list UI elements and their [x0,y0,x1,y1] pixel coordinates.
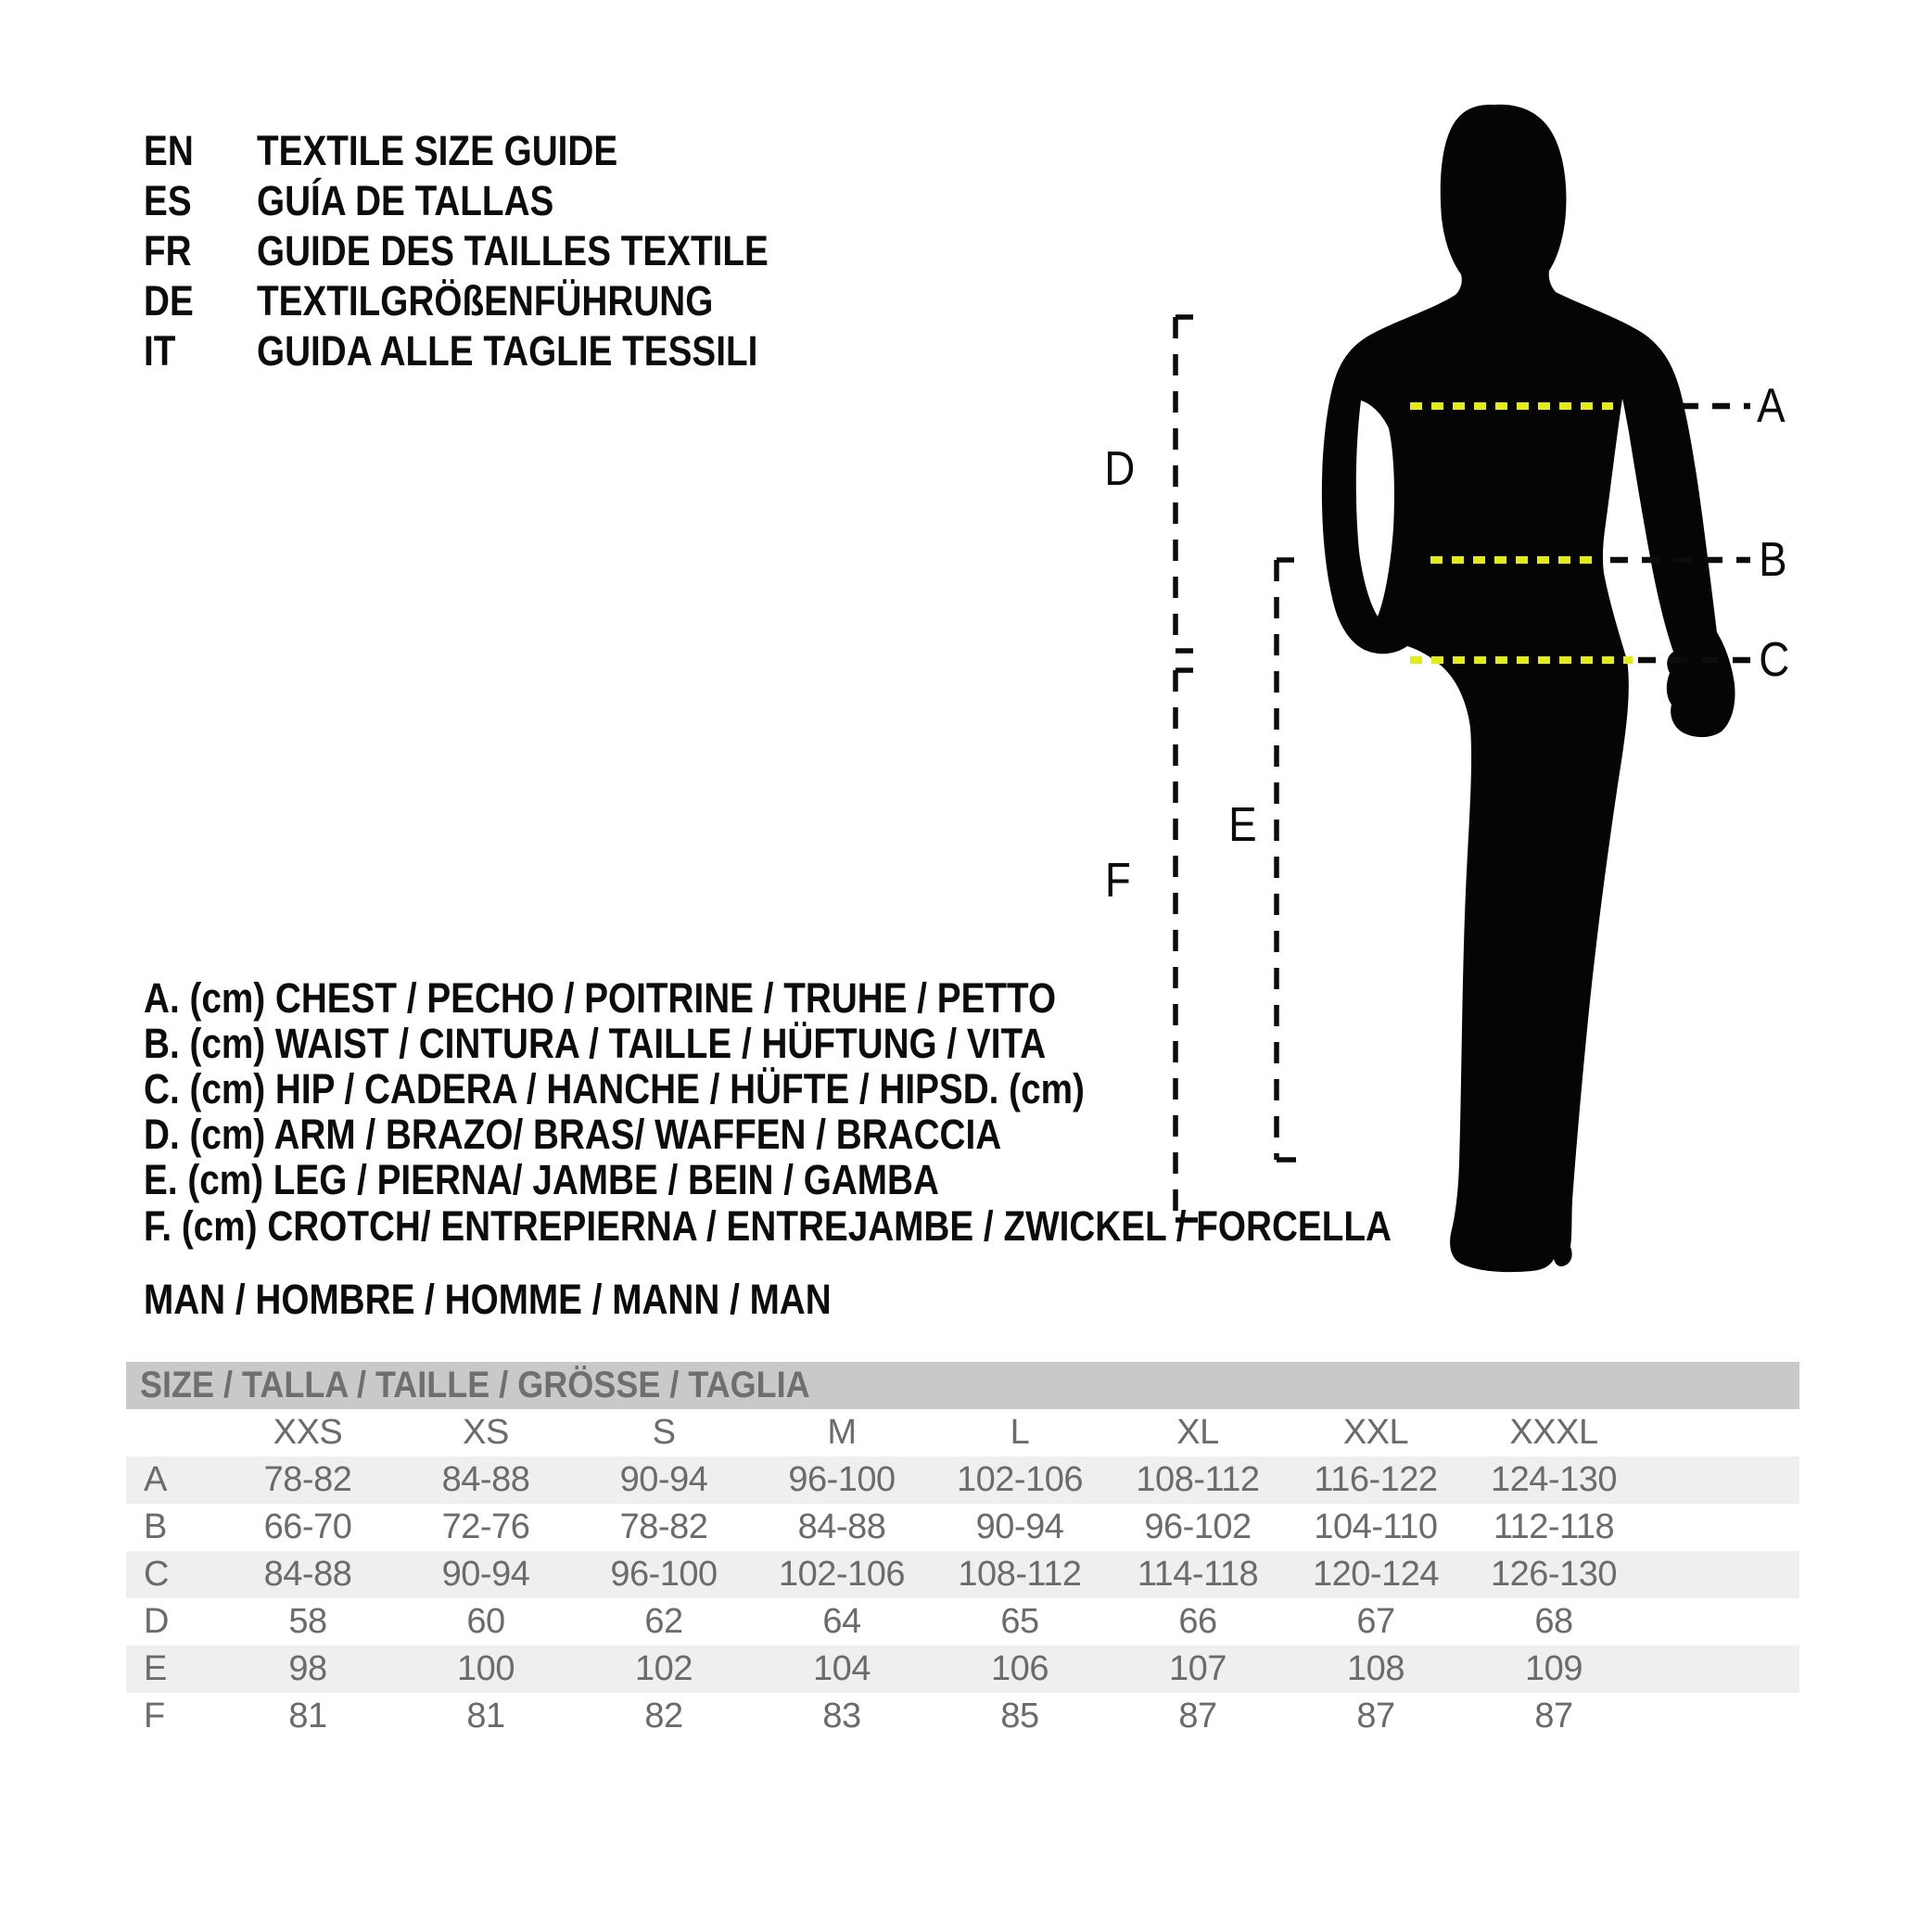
size-cell: 81 [288,1697,327,1735]
size-cell [1643,1598,1799,1646]
row-label: B [144,1507,167,1546]
size-cell: 108-112 [1136,1460,1260,1499]
size-col-header: M [827,1413,857,1452]
man-silhouette [1322,105,1735,1272]
marker-leg: E [1227,798,1257,852]
size-col-header: XS [463,1413,509,1452]
legend-leg: E. (cm) LEG / PIERNA/ JAMBE / BEIN / GAMBA [144,1156,939,1203]
size-cell: 72-76 [441,1507,530,1546]
size-cell: 64 [822,1602,861,1641]
size-cell: 67 [1356,1602,1395,1641]
category-line: MAN / HOMBRE / HOMME / MANN / MAN [144,1276,832,1323]
size-cell: 84-88 [441,1460,530,1499]
size-cell: 60 [466,1602,505,1641]
size-cell: 58 [288,1602,327,1641]
size-cell: 109 [1525,1649,1582,1688]
language-title: GUIDA ALLE TAGLIE TESSILI [257,327,758,375]
legend-crotch: F. (cm) CROTCH/ ENTREPIERNA / ENTREJAMBE / ZWICKEL / FORCELLA [144,1202,1392,1250]
legend-arm: D. (cm) ARM / BRAZO/ BRAS/ WAFFEN / BRACCIA [144,1111,1002,1158]
language-code: ES [144,177,192,224]
size-cell [1643,1504,1799,1551]
row-label: C [144,1555,169,1594]
table-row [126,1456,1799,1504]
size-col-header: L [1010,1413,1030,1452]
table-row [126,1646,1799,1693]
size-cell: 96-100 [788,1460,896,1499]
size-cell: 96-102 [1144,1507,1252,1546]
language-title: TEXTILE SIZE GUIDE [257,127,618,174]
marker-hip: C [1759,633,1790,687]
language-title: TEXTILGRÖßENFÜHRUNG [257,277,714,324]
size-cell: 66 [1178,1602,1217,1641]
table-row [126,1551,1799,1598]
size-cell [126,1409,219,1456]
size-cell: 108-112 [958,1555,1082,1594]
size-cell: 98 [288,1649,327,1688]
size-cell: 82 [644,1697,683,1735]
size-col-header: XL [1176,1413,1219,1452]
size-cell: 87 [1534,1697,1573,1735]
language-title: GUIDE DES TAILLES TEXTILE [257,227,769,274]
size-cell [1643,1456,1799,1504]
size-cell: 106 [991,1649,1049,1688]
size-cell: 84-88 [263,1555,352,1594]
size-cell: 90-94 [975,1507,1064,1546]
language-title: GUÍA DE TALLAS [257,177,554,224]
size-table [126,1362,1799,1740]
size-cell: 84-88 [797,1507,886,1546]
size-cell: 102-106 [779,1555,905,1594]
size-table-header-band: SIZE / TALLA / TAILLE / GRÖSSE / TAGLIA [126,1362,1799,1409]
size-cell: 96-100 [610,1555,718,1594]
language-code: DE [144,277,194,324]
size-col-header: XXL [1342,1413,1409,1452]
size-cell: 68 [1534,1602,1573,1641]
legend-waist: B. (cm) WAIST / CINTURA / TAILLE / HÜFTUNG / VITA [144,1020,1047,1067]
size-cell: 62 [644,1602,683,1641]
language-code: IT [144,327,176,375]
row-label: D [144,1602,169,1641]
size-cell: 124-130 [1491,1460,1617,1499]
marker-chest: A [1756,379,1786,433]
row-label: A [144,1460,167,1499]
size-cell: 78-82 [263,1460,352,1499]
size-table-grid [126,1409,1799,1740]
legend-hip: C. (cm) HIP / CADERA / HANCHE / HÜFTE / HIPSD. (cm) [144,1065,1085,1112]
legend-chest: A. (cm) CHEST / PECHO / POITRINE / TRUHE / PETTO [144,974,1057,1022]
size-cell: 116-122 [1314,1460,1438,1499]
size-cell: 85 [1000,1697,1039,1735]
size-cell: 87 [1178,1697,1217,1735]
size-cell: 81 [466,1697,505,1735]
table-row [126,1504,1799,1551]
size-cell: 78-82 [619,1507,708,1546]
size-cell: 104-110 [1314,1507,1438,1546]
size-cell [1643,1409,1799,1456]
size-cell: 102-106 [957,1460,1083,1499]
language-code: FR [144,227,192,274]
size-cell: 87 [1356,1697,1395,1735]
size-cell: 90-94 [441,1555,530,1594]
size-cell: 83 [822,1697,861,1735]
size-cell: 65 [1000,1602,1039,1641]
size-cell [1643,1646,1799,1693]
table-row [126,1693,1799,1740]
row-label: F [144,1697,165,1735]
size-cell: 112-118 [1493,1507,1615,1546]
marker-arm: D [1104,442,1136,496]
size-cell: 90-94 [619,1460,708,1499]
table-row [126,1598,1799,1646]
size-col-header: XXXL [1509,1413,1598,1452]
man-silhouette-diagram [1094,74,1799,1298]
marker-waist: B [1758,533,1787,587]
size-col-header: S [652,1413,676,1452]
row-label: E [144,1649,167,1688]
size-cell: 66-70 [263,1507,352,1546]
size-cell [1643,1693,1799,1740]
size-cell: 100 [457,1649,515,1688]
size-cell [1643,1551,1799,1598]
marker-crotch: F [1105,854,1131,908]
size-cell: 126-130 [1491,1555,1617,1594]
size-cell: 102 [635,1649,693,1688]
size-cell: 120-124 [1313,1555,1439,1594]
size-header-row [126,1409,1799,1456]
language-code: EN [144,127,194,174]
size-cell: 114-118 [1137,1555,1259,1594]
size-cell: 104 [813,1649,871,1688]
size-col-header: XXS [273,1413,343,1452]
size-cell: 107 [1169,1649,1227,1688]
size-cell: 108 [1347,1649,1405,1688]
